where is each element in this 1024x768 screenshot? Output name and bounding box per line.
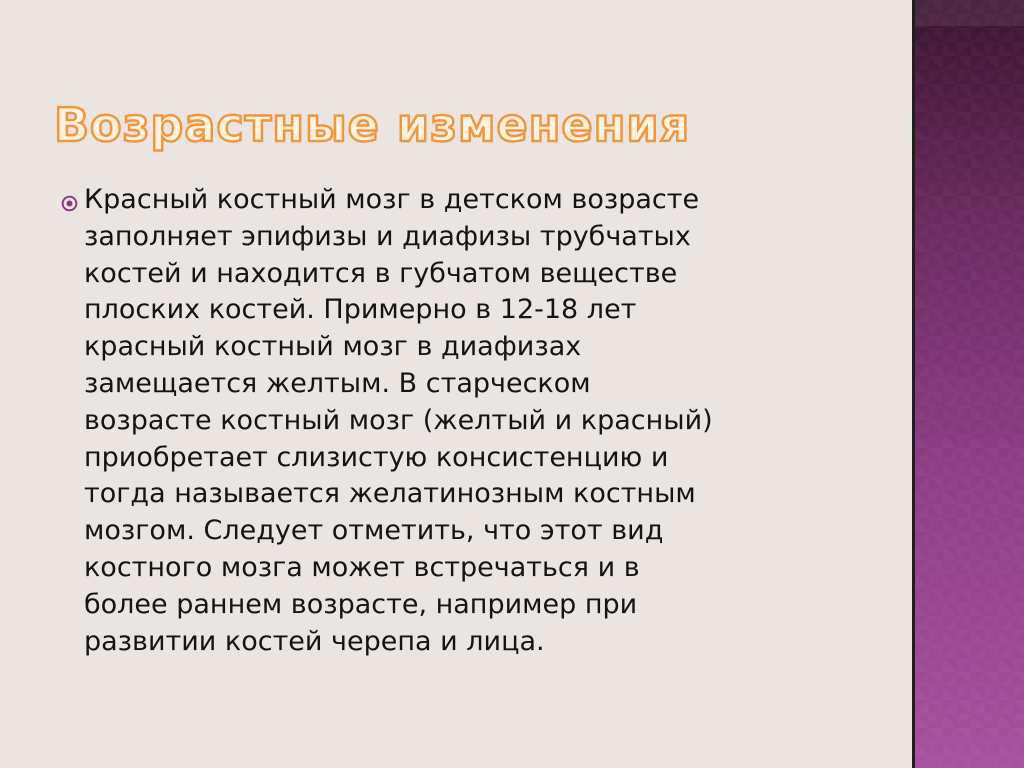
- bullet-paragraph: [60, 182, 880, 660]
- paragraph-text: [84, 182, 834, 660]
- paragraph-line-3: костей и находится в губчатом веществе: [84, 257, 678, 289]
- circle-bullet-icon: [60, 182, 84, 213]
- paragraph-line-1: Красный костный мозг в детском возрасте: [84, 184, 700, 215]
- slide-content: [60, 182, 880, 660]
- paragraph-line-8: приобретает слизистую консистенцию и: [84, 441, 669, 473]
- side-decorative-band: [912, 0, 1024, 768]
- paragraph-line-10: мозгом. Следует отметить, что этот вид: [84, 515, 664, 547]
- paragraph-line-4: плоских костей. Примерно в 12-18 лет: [84, 294, 637, 326]
- paragraph-line-6: замещается желтым. В старческом: [84, 367, 591, 399]
- paragraph-line-12: более раннем возрасте, например при: [84, 588, 638, 620]
- paragraph-line-7: возрасте костный мозг (желтый и красный): [84, 404, 713, 436]
- paragraph-line-13: развитии костей черепа и лица.: [84, 625, 545, 657]
- slide-title: Возрастные изменения: [54, 98, 691, 152]
- paragraph-line-5: красный костный мозг в диафизах: [84, 331, 582, 363]
- paragraph-line-9: тогда называется желатинозным костным: [84, 478, 696, 510]
- paragraph-line-11: костного мозга может встречаться и в: [84, 551, 640, 583]
- paragraph-line-2: заполняет эпифизы и диафизы трубчатых: [84, 220, 691, 252]
